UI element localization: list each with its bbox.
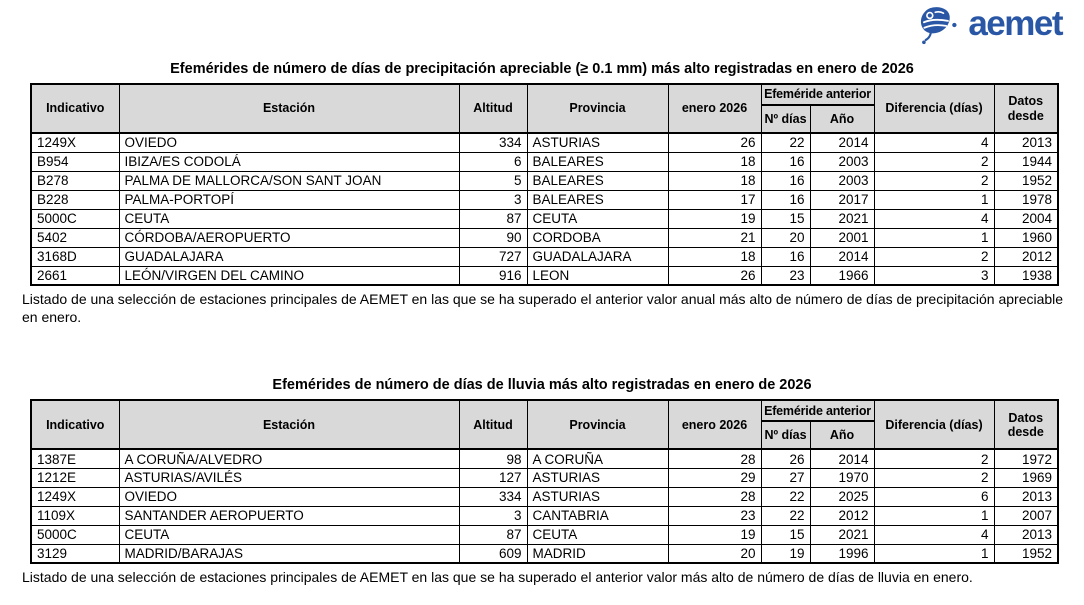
cell-datos-desde: 1944: [994, 152, 1058, 171]
table-row: [31, 209, 1058, 228]
col-header-diferencia-dias: Diferencia (días): [874, 400, 994, 449]
cell-ano: 2003: [810, 171, 874, 190]
rain-table-container: [30, 399, 1057, 564]
precipitation-table-container: [30, 83, 1057, 286]
cell-altitud: 3: [459, 190, 527, 209]
cell-altitud: 3: [459, 506, 527, 525]
cell-enero-2026: 18: [668, 247, 761, 266]
cell-diferencia: 2: [874, 468, 994, 487]
cell-enero-2026: 18: [668, 171, 761, 190]
cell-estacion: LEÓN/VIRGEN DEL CAMINO: [119, 266, 459, 285]
cell-datos-desde: 2013: [994, 487, 1058, 506]
cell-diferencia: 6: [874, 487, 994, 506]
table-row: [31, 506, 1058, 525]
cell-indicativo: B954: [31, 152, 119, 171]
cell-indicativo: 3129: [31, 544, 119, 563]
table-row: [31, 171, 1058, 190]
col-header-n-dias: Nº días: [761, 421, 810, 449]
cell-datos-desde: 2012: [994, 247, 1058, 266]
cell-estacion: MADRID/BARAJAS: [119, 544, 459, 563]
precipitation-days-section: [0, 61, 1084, 326]
cell-estacion: CÓRDOBA/AEROPUERTO: [119, 228, 459, 247]
cell-ano: 2021: [810, 209, 874, 228]
cell-enero-2026: 19: [668, 525, 761, 544]
report-body: [0, 61, 1084, 587]
cell-enero-2026: 26: [668, 133, 761, 152]
cell-provincia: ASTURIAS: [527, 468, 668, 487]
cell-indicativo: 1212E: [31, 468, 119, 487]
cell-altitud: 334: [459, 133, 527, 152]
col-header-ano: Año: [810, 421, 874, 449]
col-header-efemeride-anterior: Efeméride anterior: [761, 400, 874, 421]
col-header-diferencia-dias: Diferencia (días): [874, 84, 994, 133]
cell-estacion: A CORUÑA/ALVEDRO: [119, 449, 459, 468]
col-header-n-dias: Nº días: [761, 105, 810, 133]
cell-estacion: OVIEDO: [119, 133, 459, 152]
cell-ano: 2025: [810, 487, 874, 506]
rain-table-footnote: Listado de una selección de estaciones principales de AEMET en las que se ha superado el anterior valor más alto de número de días de lluvia en enero.: [22, 569, 973, 586]
cell-ano: 1966: [810, 266, 874, 285]
table-row: [31, 247, 1058, 266]
cell-altitud: 87: [459, 209, 527, 228]
cell-altitud: 916: [459, 266, 527, 285]
cell-diferencia: 3: [874, 266, 994, 285]
cell-altitud: 334: [459, 487, 527, 506]
cell-provincia: CEUTA: [527, 209, 668, 228]
cell-altitud: 6: [459, 152, 527, 171]
table-row: [31, 487, 1058, 506]
cell-enero-2026: 19: [668, 209, 761, 228]
cell-indicativo: B228: [31, 190, 119, 209]
cell-diferencia: 2: [874, 152, 994, 171]
cell-diferencia: 1: [874, 228, 994, 247]
cell-datos-desde: 1952: [994, 544, 1058, 563]
cell-enero-2026: 17: [668, 190, 761, 209]
rain-table-title: Efemérides de número de días de lluvia más alto registradas en enero de 2026: [272, 377, 812, 394]
cell-n-dias: 20: [761, 228, 810, 247]
cell-datos-desde: 2004: [994, 209, 1058, 228]
col-header-indicativo: Indicativo: [31, 400, 119, 449]
cell-indicativo: 3168D: [31, 247, 119, 266]
cell-datos-desde: 1952: [994, 171, 1058, 190]
cell-enero-2026: 28: [668, 487, 761, 506]
cell-enero-2026: 28: [668, 449, 761, 468]
cell-estacion: CEUTA: [119, 525, 459, 544]
cell-provincia: MADRID: [527, 544, 668, 563]
cell-enero-2026: 29: [668, 468, 761, 487]
cell-ano: 2014: [810, 133, 874, 152]
cell-datos-desde: 1960: [994, 228, 1058, 247]
cell-n-dias: 22: [761, 133, 810, 152]
cell-altitud: 5: [459, 171, 527, 190]
cell-enero-2026: 18: [668, 152, 761, 171]
col-header-altitud: Altitud: [459, 400, 527, 449]
cell-indicativo: 1109X: [31, 506, 119, 525]
cell-n-dias: 26: [761, 449, 810, 468]
col-header-enero-2026: enero 2026: [668, 400, 761, 449]
cell-datos-desde: 2007: [994, 506, 1058, 525]
table-row: [31, 190, 1058, 209]
cell-enero-2026: 23: [668, 506, 761, 525]
cell-n-dias: 16: [761, 171, 810, 190]
cell-n-dias: 16: [761, 247, 810, 266]
cell-n-dias: 23: [761, 266, 810, 285]
cell-n-dias: 15: [761, 209, 810, 228]
cell-diferencia: 4: [874, 525, 994, 544]
table-row: [31, 468, 1058, 487]
cell-datos-desde: 2013: [994, 525, 1058, 544]
cell-altitud: 127: [459, 468, 527, 487]
cell-provincia: GUADALAJARA: [527, 247, 668, 266]
cell-indicativo: 5000C: [31, 209, 119, 228]
cell-n-dias: 15: [761, 525, 810, 544]
col-header-datos-desde: Datos desde: [994, 84, 1058, 133]
cell-diferencia: 2: [874, 247, 994, 266]
cell-estacion: OVIEDO: [119, 487, 459, 506]
cell-ano: 2003: [810, 152, 874, 171]
col-header-provincia: Provincia: [527, 84, 668, 133]
cell-estacion: IBIZA/ES CODOLÁ: [119, 152, 459, 171]
precipitation-table-footnote: Listado de una selección de estaciones principales de AEMET en las que se ha superado el anterior valor anual más alto de número de días de precipitación apreciable en enero.: [22, 291, 1064, 326]
spain-map-icon: [913, 5, 963, 45]
cell-n-dias: 16: [761, 190, 810, 209]
cell-ano: 2014: [810, 449, 874, 468]
cell-n-dias: 16: [761, 152, 810, 171]
table-row: [31, 544, 1058, 563]
cell-datos-desde: 1969: [994, 468, 1058, 487]
cell-estacion: PALMA DE MALLORCA/SON SANT JOAN: [119, 171, 459, 190]
cell-provincia: CEUTA: [527, 525, 668, 544]
cell-ano: 2017: [810, 190, 874, 209]
cell-ano: 1970: [810, 468, 874, 487]
table-row: [31, 133, 1058, 152]
cell-diferencia: 1: [874, 190, 994, 209]
cell-provincia: LEON: [527, 266, 668, 285]
cell-provincia: A CORUÑA: [527, 449, 668, 468]
cell-diferencia: 1: [874, 544, 994, 563]
cell-estacion: CEUTA: [119, 209, 459, 228]
efemerides-table: [30, 83, 1059, 286]
cell-provincia: CORDOBA: [527, 228, 668, 247]
col-header-ano: Año: [810, 105, 874, 133]
col-header-efemeride-anterior: Efeméride anterior: [761, 84, 874, 105]
cell-datos-desde: 1938: [994, 266, 1058, 285]
col-header-indicativo: Indicativo: [31, 84, 119, 133]
cell-indicativo: 5000C: [31, 525, 119, 544]
col-header-datos-desde: Datos desde: [994, 400, 1058, 449]
cell-enero-2026: 21: [668, 228, 761, 247]
cell-enero-2026: 26: [668, 266, 761, 285]
col-header-enero-2026: enero 2026: [668, 84, 761, 133]
cell-ano: 2012: [810, 506, 874, 525]
table-row: [31, 266, 1058, 285]
cell-diferencia: 1: [874, 506, 994, 525]
cell-ano: 2001: [810, 228, 874, 247]
cell-estacion: SANTANDER AEROPUERTO: [119, 506, 459, 525]
cell-estacion: PALMA-PORTOPÍ: [119, 190, 459, 209]
cell-diferencia: 4: [874, 133, 994, 152]
cell-n-dias: 22: [761, 506, 810, 525]
cell-provincia: BALEARES: [527, 190, 668, 209]
cell-provincia: ASTURIAS: [527, 133, 668, 152]
cell-ano: 1996: [810, 544, 874, 563]
col-header-provincia: Provincia: [527, 400, 668, 449]
cell-n-dias: 19: [761, 544, 810, 563]
col-header-estacion: Estación: [119, 84, 459, 133]
cell-altitud: 727: [459, 247, 527, 266]
col-header-altitud: Altitud: [459, 84, 527, 133]
precipitation-table-title: Efemérides de número de días de precipitación apreciable (≥ 0.1 mm) más alto registradas en enero de 2026: [170, 61, 914, 77]
cell-n-dias: 27: [761, 468, 810, 487]
cell-indicativo: B278: [31, 171, 119, 190]
cell-altitud: 87: [459, 525, 527, 544]
cell-estacion: GUADALAJARA: [119, 247, 459, 266]
cell-diferencia: 2: [874, 171, 994, 190]
cell-provincia: BALEARES: [527, 152, 668, 171]
cell-altitud: 98: [459, 449, 527, 468]
cell-provincia: ASTURIAS: [527, 487, 668, 506]
cell-diferencia: 2: [874, 449, 994, 468]
page-header: [0, 0, 1084, 46]
table-row: [31, 449, 1058, 468]
aemet-logo: [913, 5, 1062, 45]
cell-estacion: ASTURIAS/AVILÉS: [119, 468, 459, 487]
efemerides-table: [30, 399, 1059, 564]
cell-provincia: BALEARES: [527, 171, 668, 190]
cell-indicativo: 5402: [31, 228, 119, 247]
cell-enero-2026: 20: [668, 544, 761, 563]
cell-indicativo: 2661: [31, 266, 119, 285]
cell-ano: 2021: [810, 525, 874, 544]
table-row: [31, 152, 1058, 171]
cell-indicativo: 1249X: [31, 487, 119, 506]
table-row: [31, 228, 1058, 247]
cell-diferencia: 4: [874, 209, 994, 228]
cell-indicativo: 1387E: [31, 449, 119, 468]
col-header-estacion: Estación: [119, 400, 459, 449]
cell-provincia: CANTABRIA: [527, 506, 668, 525]
cell-n-dias: 22: [761, 487, 810, 506]
cell-ano: 2014: [810, 247, 874, 266]
cell-datos-desde: 1972: [994, 449, 1058, 468]
cell-altitud: 609: [459, 544, 527, 563]
rain-days-section: [0, 377, 1084, 586]
cell-indicativo: 1249X: [31, 133, 119, 152]
cell-altitud: 90: [459, 228, 527, 247]
aemet-logo-text: aemet: [968, 3, 1062, 43]
cell-datos-desde: 1978: [994, 190, 1058, 209]
table-row: [31, 525, 1058, 544]
cell-datos-desde: 2013: [994, 133, 1058, 152]
